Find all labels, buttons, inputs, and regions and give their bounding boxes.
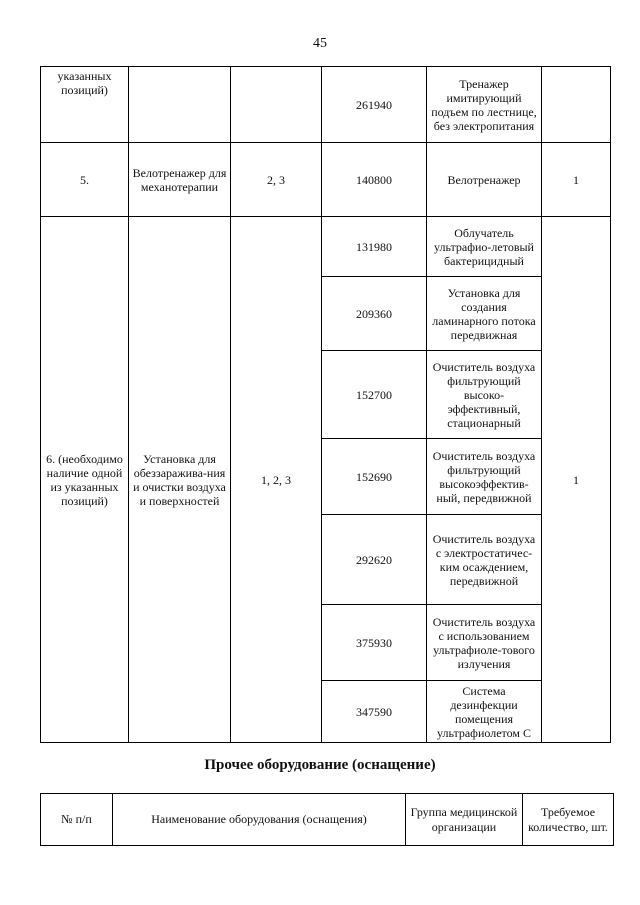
table-row	[41, 67, 611, 143]
type-cell: Очиститель воздуха фильтрующий высоко-эффективный, стационарный	[427, 351, 542, 439]
column-header: Наименование оборудования (оснащения)	[113, 794, 406, 846]
type-cell: Тренажер имитирующий подъем по лестнице, без электропитания	[427, 67, 542, 143]
column-header: Требуемое количество, шт.	[523, 794, 614, 846]
section-title: Прочее оборудование (оснащение)	[204, 757, 436, 773]
row-number: 6. (необходимо наличие одной из указанных позиций)	[41, 217, 129, 743]
type-cell: Очиститель воздуха с использованием ультрафиоле-тового излучения	[427, 605, 542, 681]
code-cell: 140800	[322, 143, 427, 217]
column-header: Группа медицинской организации	[406, 794, 523, 846]
code-cell: 292620	[322, 515, 427, 605]
table-row	[41, 143, 611, 217]
quantity-cell: 1	[542, 143, 611, 217]
code-cell: 152690	[322, 439, 427, 515]
code-cell: 347590	[322, 681, 427, 743]
other-equipment-table	[40, 793, 614, 846]
table-row	[41, 217, 611, 277]
group-cell: 1, 2, 3	[231, 217, 322, 743]
equipment-name: Установка для обеззаражива-ния и очистки воздуха и поверхностей	[129, 217, 231, 743]
code-cell: 209360	[322, 277, 427, 351]
type-cell: Очиститель воздуха с электростатичес-ким осаждением, передвижной	[427, 515, 542, 605]
type-cell: Велотренажер	[427, 143, 542, 217]
column-header: № п/п	[41, 794, 113, 846]
group-cell: 2, 3	[231, 143, 322, 217]
page-number: 45	[313, 36, 327, 51]
type-cell: Очиститель воздуха фильтрующий высокоэффектив-ный, передвижной	[427, 439, 542, 515]
continuation-cell: указанных позиций)	[41, 67, 129, 143]
type-cell: Облучатель ультрафио-летовый бактерицидный	[427, 217, 542, 277]
code-cell: 131980	[322, 217, 427, 277]
code-cell: 152700	[322, 351, 427, 439]
row-number: 5.	[41, 143, 129, 217]
type-cell: Установка для создания ламинарного потока передвижная	[427, 277, 542, 351]
code-cell: 261940	[322, 67, 427, 143]
equipment-name: Велотренажер для механотерапии	[129, 143, 231, 217]
code-cell: 375930	[322, 605, 427, 681]
table-header-row	[41, 794, 614, 846]
equipment-table	[40, 66, 611, 743]
quantity-cell: 1	[542, 217, 611, 743]
type-cell: Система дезинфекции помещения ультрафиолетом С	[427, 681, 542, 743]
